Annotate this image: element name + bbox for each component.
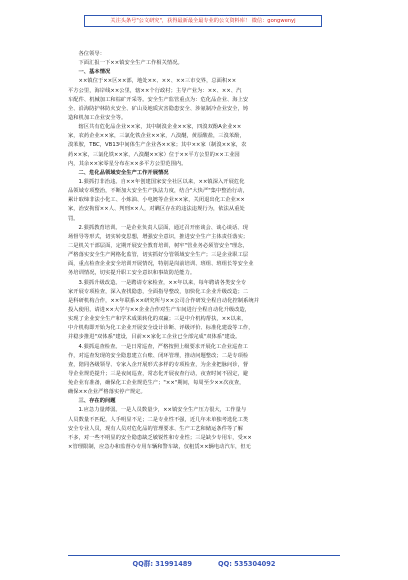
footer-divider (68, 555, 340, 556)
text-line: 中介机构即开始为化工企业开展安全设计诊断、评级评价、标准化建设等工作， (68, 325, 254, 332)
text-line: 投入使用，请进××大学与××企业合作对生产车间进行全程自动化升级改造， (68, 306, 251, 313)
text-line: ××镇位于××区××部，地处××、××、××三市交界，总面积×× (78, 78, 237, 85)
text-line: 3.狠抓升级改造。一是聘请专家检查，××年以来，每年聘请各类安全专 (78, 279, 247, 286)
text-line: 二是机关干部层面，定期开展安全教育培训，树牢"管业务必须管安全"理念， (68, 242, 248, 249)
text-line: 确保××企业严格落实停产规定。 (68, 389, 146, 396)
text-line: 罚。 (68, 215, 79, 222)
document-body (68, 50, 340, 452)
text-line: 药××家，三氯化铁××家，八溴醚××家）位于××平方公里的××工业园 (68, 151, 240, 158)
text-line: 导企业规范提升；三是夜间巡查，常态化开展夜查行动，夜查时间不固定，避 (68, 370, 249, 377)
text-line: 作，对巡查发现的安全隐患建立台账、闭环管理，推动问题整改；二是专项检 (68, 352, 249, 359)
text-line: 下面汇报一下××镇安全生产工作相关情况。 (78, 60, 183, 67)
text-line: 查，陪同各级领导、专家入企开展形式多样的专项检查，为企业把脉问诊，督 (68, 361, 249, 368)
text-line: 4.狠抓巡查检查。一是日常巡查，严格按照上级要求开展化工企业巡查工 (78, 343, 248, 350)
text-line: 实现了企业安全生产和学术成果转化的双赢；三是中介机构帮扶，××以来， (68, 316, 247, 323)
text-line: 1.狠抓打非治违。自××年创建国家安全社区以来，××镇深入开展危化 (78, 178, 245, 185)
text-line: 面，重点检查企业安全培训开展情况，特别是岗前培训、班组、班组长等安全业 (68, 261, 254, 268)
footer (68, 558, 340, 570)
text-line: 2.狠抓教育培训。一是企业负责人层面，通过召开座谈会、谈心谈话、现 (78, 224, 248, 231)
text-line: 家开展专项检查，深入查找隐患，全面指导整改，加快化工企业升级改造；二 (68, 288, 249, 295)
text-line: 各位领导： (78, 51, 105, 57)
text-line: 务培训情况，切实提升职工安全意识和事故防范能力。 (68, 270, 196, 277)
text-line: 内，其余××家零星分布在××多平方公里范围内。 (68, 160, 187, 167)
text-line: 并稳步推进"双体系"建设，目前××家化工企业已全部完成"双体系"建设。 (68, 334, 241, 341)
text-line: 造和机加工企业安全等。 (68, 114, 127, 121)
text-line: 家，治安拘留××人、判刑××人，对瞒区存在的违法违规行为，依法从重处 (68, 206, 245, 213)
text-line: 免企业有准备，确保化工企业规范生产；"××"期间，每周至少××次夜查， (68, 380, 245, 387)
text-line: ×管理限制，应急办和监督办专用车辆和警车缺，仅租赁××辆电动汽车，但无 (68, 444, 251, 451)
text-line: 品领域专项整治，不断加大安全生产执法力度，结合"大快严"集中整治行动， (68, 188, 248, 195)
text-line: 安全专业人员，现有人员对危化品的管理要求、生产工艺和储运条件等了解 (68, 425, 243, 432)
text-line: 平方公里，海岸线××公里，辖××个行政村；主导产业为：××、××、汽 (68, 87, 242, 94)
text-line: 1.应急力量薄弱。一是人员数量少，××镇安全生产压力很大，工作量与 (78, 407, 247, 414)
text-line: 人员数量不匹配，人手明显不足；二是专业性不强，近几年未单独考选化工类 (68, 416, 249, 423)
section-heading: 三、存在的问题 (78, 398, 116, 405)
text-line: 严格落实安全生产网格化监管，切实抓好分管领域安全生产；三是企业职工层 (68, 252, 249, 259)
text-line: 溴苯胺，TBC，VB13中间体生产企业各××家；其中××家（制溴××家，农 (68, 142, 247, 149)
text-line: 累计取缔非法小化工、小炼油、小电镀等企业××家，关闭退出化工企业×× (68, 197, 245, 204)
text-line: 是科研机构合作，××年联系××研究所与××公司合作研发全程自动化控制系统并 (68, 297, 259, 304)
footer-qq-group: QQ群: 31991489 (132, 560, 192, 568)
text-line: 车配件、机械加工和棕矿开采等。安全生产监管重点为：危化品企业、海上安 (68, 96, 249, 103)
text-line: 家，农药企业××家，三氯化铁企业××家，八溴醚，黄原酸盐，三溴苯酚， (68, 133, 245, 140)
section-heading: 一、基本情况 (78, 69, 111, 76)
footer-qq-contact: QQ: 535304092 (218, 560, 276, 568)
section-heading: 二、危化品领域安全生产工作开展情况 (78, 169, 169, 176)
text-line: 辖区共有危化品企业××家，其中制溴企业××家，四溴双酚A企业×× (78, 124, 242, 131)
text-line: 全、沿海防护林防火安全、矿山及地质灾害隐患安全、涉氨制冷企业安全，铸 (68, 105, 249, 112)
text-line: 不多，对一些不明显的安全隐患缺乏敏锐性和专业性；三是缺少专用车，受×× (68, 434, 252, 441)
text-line: 场督导等形式，切实转变思想，增强安全意识，推进安全生产主体责任落实； (68, 233, 249, 240)
promo-banner: 关注头条号"公文研究"，获得最新最全最专业的公文资料库！ 微信：gongwenyj (84, 15, 322, 27)
